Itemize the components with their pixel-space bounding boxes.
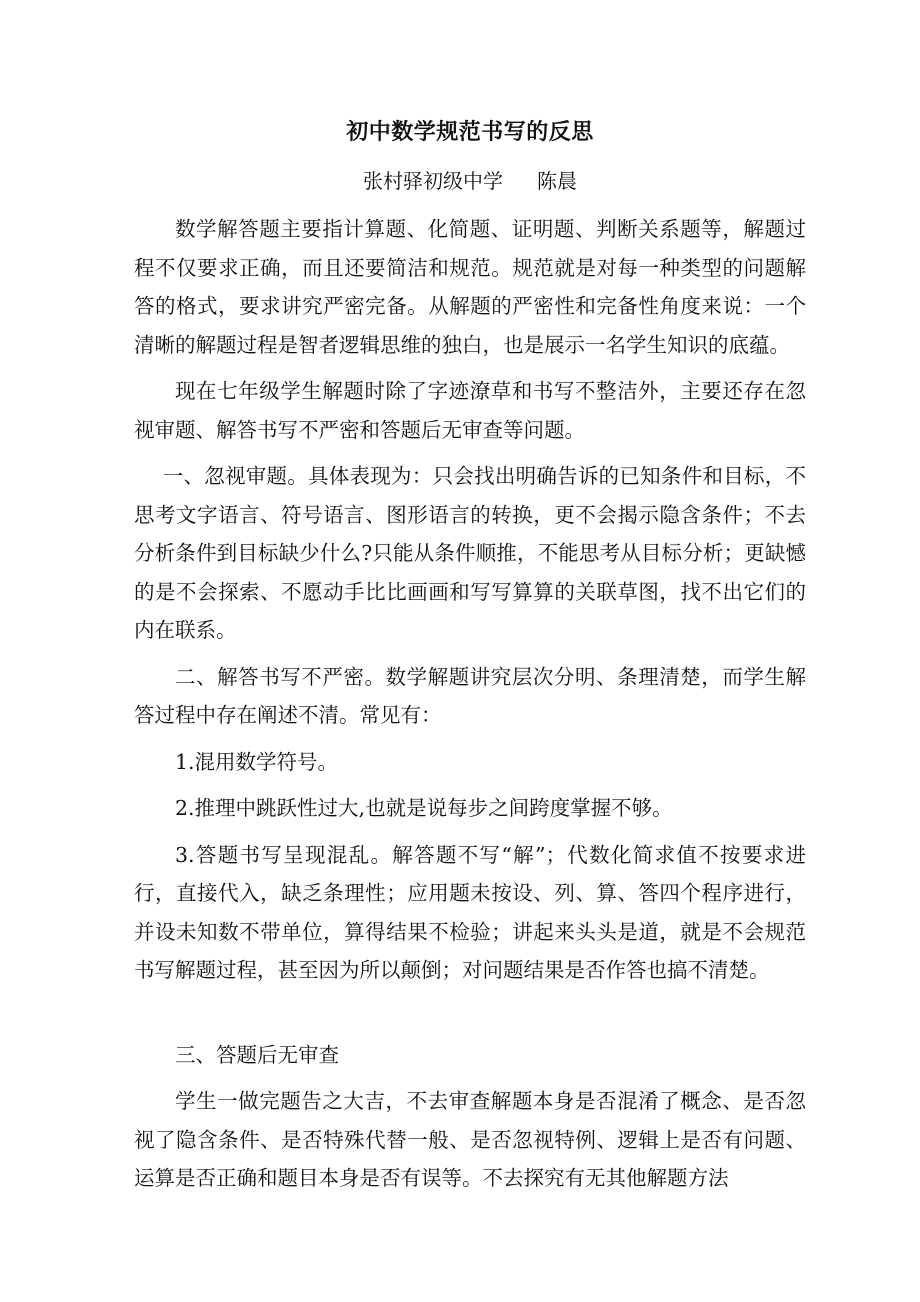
- document-body: [134, 110, 806, 1198]
- paragraph-intro: 数学解答题主要指计算题、化简题、证明题、判断关系题等，解题过程不仅要求正确，而且还要简洁和规范。规范就是对每一种类型的问题解答的格式，要求讲究严密完备。从解题的严密性和完备性角度来说：一个清晰的解题过程是智者逻辑思维的独白，也是展示一名学生知识的底蕴。: [134, 217, 806, 357]
- paragraph-problems: 现在七年级学生解题时除了字迹潦草和书写不整洁外，主要还存在忽视审题、解答书写不严密和答题后无审查等问题。: [134, 379, 806, 442]
- paragraph-item-1: 1.混用数学符号。: [175, 749, 339, 774]
- paragraph-item-3: 3.答题书写呈现混乱。解答题不写“解”；代数化简求值不按要求进行，直接代入，缺乏条理性；应用题未按设、列、算、答四个程序进行，并设未知数不带单位，算得结果不检验；讲起来头头是道，就是不会规范书写解题过程，甚至因为所以颠倒；对问题结果是否作答也搞不清楚。: [134, 842, 806, 982]
- paragraph-section-3-heading: 三、答题后无审查: [175, 1042, 339, 1067]
- paragraph-section-2: 二、解答书写不严密。数学解题讲究层次分明、条理清楚，而学生解答过程中存在阐述不清。常见有：: [134, 664, 806, 727]
- author-line: [134, 164, 806, 198]
- paragraph-item-2: 2.推理中跳跃性过大,也就是说每步之间跨度掌握不够。: [175, 796, 673, 820]
- author-name: 陈晨: [537, 169, 577, 193]
- paragraph-section-1: 一、忽视审题。具体表现为：只会找出明确告诉的已知条件和目标，不思考文字语言、符号语言、图形语言的转换，更不会揭示隐含条件；不去分析条件到目标缺少什么?只能从条件顺推，不能思考从目标分析；更缺憾的是不会探索、不愿动手比比画画和写写算算的关联草图，找不出它们的内在联系。: [134, 464, 806, 642]
- paragraph-section-3: 学生一做完题告之大吉，不去审查解题本身是否混淆了概念、是否忽视了隐含条件、是否特殊代替一般、是否忽视特例、逻辑上是否有问题、运算是否正确和题目本身是否有误等。不去探究有无其他解题方法: [134, 1089, 806, 1190]
- author-school: 张村驿初级中学: [363, 169, 503, 193]
- paragraph-spacer: [134, 990, 806, 1028]
- document-title: 初中数学规范书写的反思: [346, 119, 594, 145]
